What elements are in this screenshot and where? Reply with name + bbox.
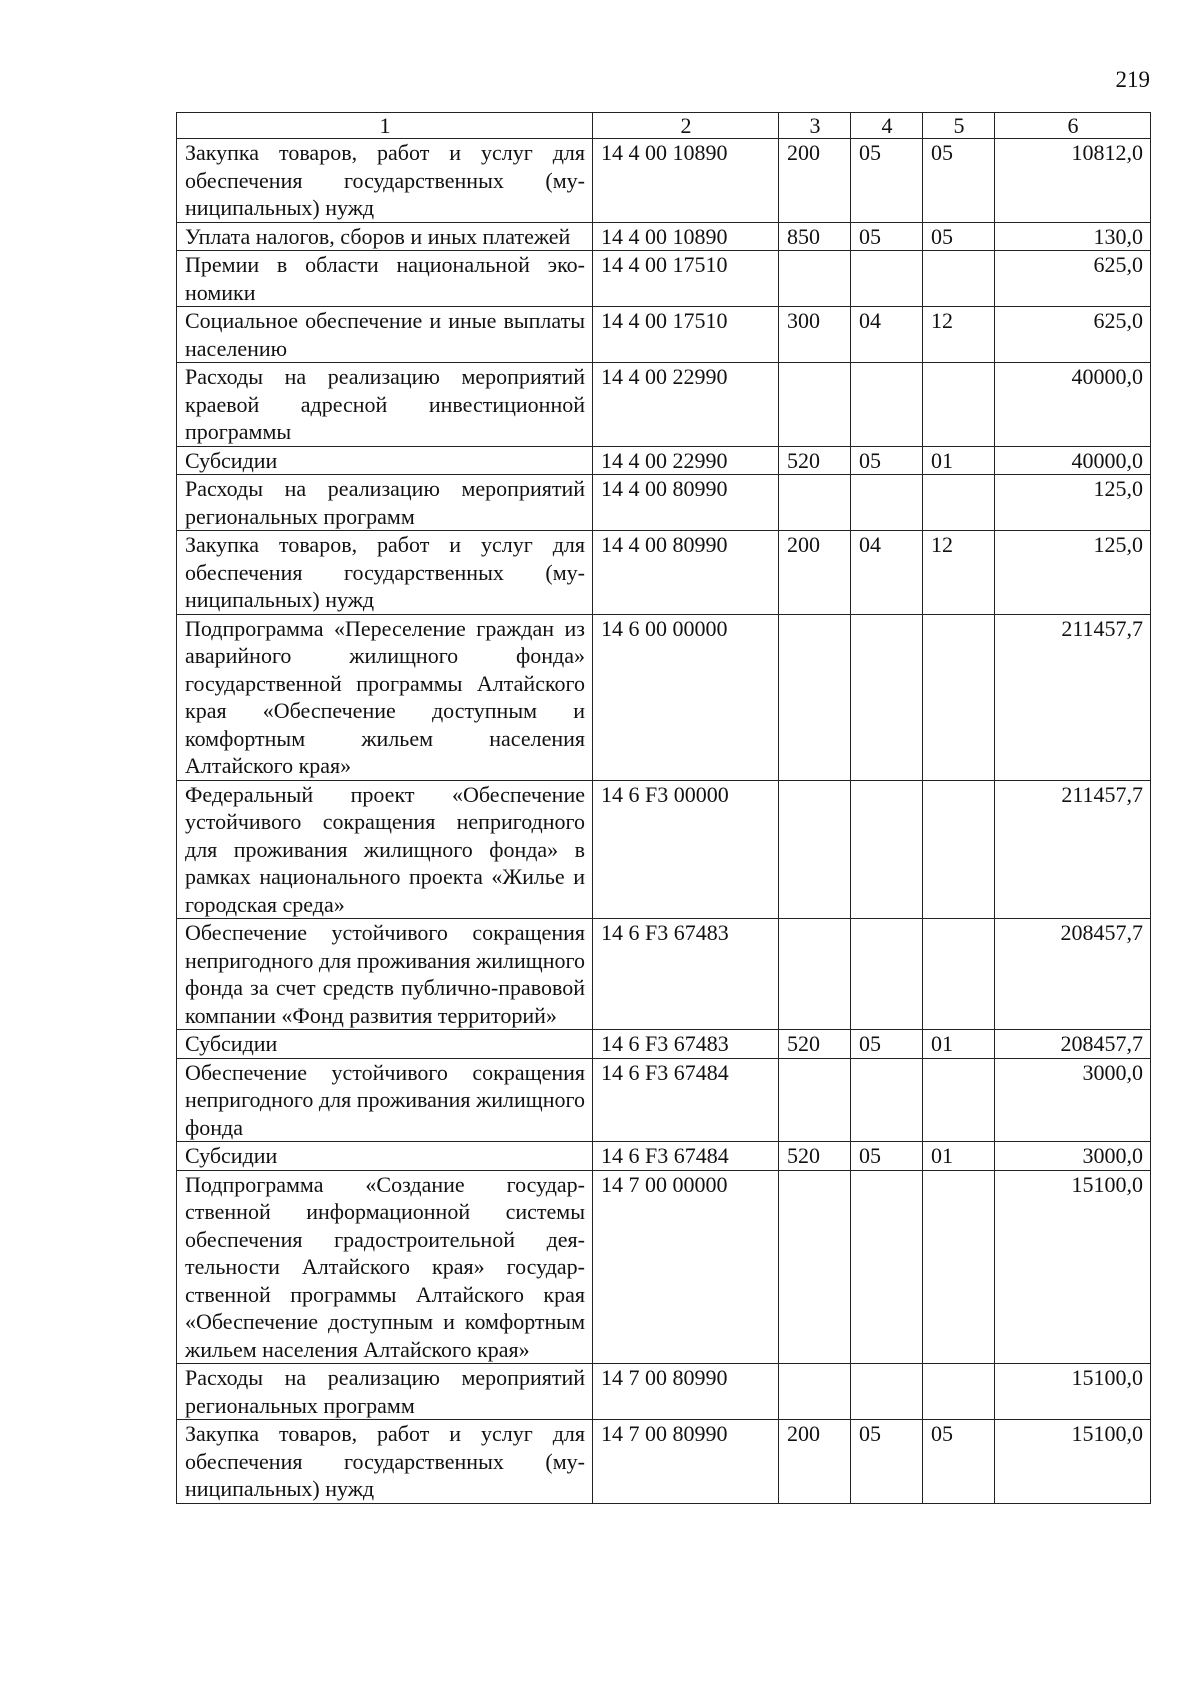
section-cell — [851, 780, 923, 919]
subsection-cell — [923, 251, 995, 307]
section-cell — [851, 475, 923, 531]
table-body — [177, 139, 1151, 1504]
classification-code-cell: 14 4 00 80990 — [593, 531, 779, 615]
classification-code-cell: 14 4 00 10890 — [593, 222, 779, 251]
classification-code-cell: 14 4 00 80990 — [593, 475, 779, 531]
section-cell: 05 — [851, 446, 923, 475]
expense-type-cell: 850 — [779, 222, 851, 251]
classification-code-cell: 14 4 00 10890 — [593, 139, 779, 223]
amount-cell: 15100,0 — [995, 1420, 1151, 1504]
table-row — [177, 1364, 1151, 1420]
expense-type-cell — [779, 919, 851, 1030]
table-row — [177, 251, 1151, 307]
section-cell: 05 — [851, 139, 923, 223]
table-header-row — [177, 113, 1151, 139]
section-cell: 04 — [851, 307, 923, 363]
subsection-cell — [923, 919, 995, 1030]
table-row — [177, 222, 1151, 251]
amount-cell: 211457,7 — [995, 614, 1151, 780]
classification-code-cell: 14 4 00 17510 — [593, 307, 779, 363]
column-header: 4 — [851, 113, 923, 139]
classification-code-cell: 14 4 00 22990 — [593, 446, 779, 475]
expense-type-cell — [779, 614, 851, 780]
classification-code-cell: 14 4 00 17510 — [593, 251, 779, 307]
amount-cell: 211457,7 — [995, 780, 1151, 919]
section-cell: 05 — [851, 222, 923, 251]
item-name-cell: Закупка товаров, работ и услуг для обеспечения государственных (муниципальных) нужд — [177, 531, 593, 615]
table-row — [177, 614, 1151, 780]
amount-cell: 10812,0 — [995, 139, 1151, 223]
column-header: 2 — [593, 113, 779, 139]
item-name-cell: Субсидии — [177, 446, 593, 475]
expense-type-cell — [779, 475, 851, 531]
expense-type-cell: 300 — [779, 307, 851, 363]
classification-code-cell: 14 6 F3 67484 — [593, 1058, 779, 1142]
table-row — [177, 531, 1151, 615]
amount-cell: 208457,7 — [995, 919, 1151, 1030]
subsection-cell: 12 — [923, 531, 995, 615]
expense-type-cell — [779, 1364, 851, 1420]
section-cell: 05 — [851, 1420, 923, 1504]
expense-type-cell: 520 — [779, 1142, 851, 1171]
classification-code-cell: 14 6 F3 67483 — [593, 1030, 779, 1059]
subsection-cell: 05 — [923, 139, 995, 223]
table-row — [177, 919, 1151, 1030]
table-row — [177, 139, 1151, 223]
subsection-cell: 12 — [923, 307, 995, 363]
amount-cell: 125,0 — [995, 475, 1151, 531]
item-name-cell: Подпрограмма «Переселение граждан из аварийного жилищного фонда» государственной программы Алтайского края «Обеспечение доступным и комфортным жильем населения Алтайского края» — [177, 614, 593, 780]
section-cell — [851, 251, 923, 307]
section-cell: 04 — [851, 531, 923, 615]
page-number: 219 — [1115, 67, 1150, 92]
expense-type-cell — [779, 1170, 851, 1364]
classification-code-cell: 14 4 00 22990 — [593, 363, 779, 447]
table-row — [177, 475, 1151, 531]
section-cell — [851, 614, 923, 780]
item-name-cell: Расходы на реализацию мероприятий региональных программ — [177, 1364, 593, 1420]
table-row — [177, 1058, 1151, 1142]
item-name-cell: Обеспечение устойчивого сокращения непригодного для проживания жилищного фонда за счет средств публично-правовой компании «Фонд развития территорий» — [177, 919, 593, 1030]
expense-type-cell: 520 — [779, 1030, 851, 1059]
item-name-cell: Премии в области национальной экономики — [177, 251, 593, 307]
subsection-cell: 05 — [923, 222, 995, 251]
expense-type-cell — [779, 251, 851, 307]
amount-cell: 3000,0 — [995, 1142, 1151, 1171]
item-name-cell: Подпрограмма «Создание государственной информационной системы обеспечения градостроительной деятельности Алтайского края» государственной программы Алтайского края «Обеспечение доступным и комфортным жильем населения Алтайского края» — [177, 1170, 593, 1364]
amount-cell: 40000,0 — [995, 446, 1151, 475]
item-name-cell: Субсидии — [177, 1142, 593, 1171]
table-row — [177, 780, 1151, 919]
subsection-cell — [923, 1170, 995, 1364]
item-name-cell: Расходы на реализацию мероприятий краевой адресной инвестиционной программы — [177, 363, 593, 447]
table-row — [177, 1142, 1151, 1171]
subsection-cell: 01 — [923, 1030, 995, 1059]
section-cell: 05 — [851, 1142, 923, 1171]
expense-type-cell: 200 — [779, 531, 851, 615]
subsection-cell: 01 — [923, 1142, 995, 1171]
section-cell: 05 — [851, 1030, 923, 1059]
table-row — [177, 363, 1151, 447]
column-header: 5 — [923, 113, 995, 139]
amount-cell: 625,0 — [995, 251, 1151, 307]
expense-type-cell — [779, 363, 851, 447]
table-row — [177, 1030, 1151, 1059]
section-cell — [851, 1170, 923, 1364]
amount-cell: 130,0 — [995, 222, 1151, 251]
budget-table — [176, 112, 1151, 1504]
item-name-cell: Социальное обеспечение и иные выплаты населению — [177, 307, 593, 363]
amount-cell: 125,0 — [995, 531, 1151, 615]
item-name-cell: Закупка товаров, работ и услуг для обеспечения государственных (муниципальных) нужд — [177, 1420, 593, 1504]
classification-code-cell: 14 7 00 00000 — [593, 1170, 779, 1364]
subsection-cell: 05 — [923, 1420, 995, 1504]
subsection-cell: 01 — [923, 446, 995, 475]
amount-cell: 40000,0 — [995, 363, 1151, 447]
classification-code-cell: 14 6 F3 67484 — [593, 1142, 779, 1171]
section-cell — [851, 919, 923, 1030]
expense-type-cell: 200 — [779, 1420, 851, 1504]
item-name-cell: Федеральный проект «Обеспечение устойчивого сокращения непригодного для проживания жилищного фонда» в рамках национального проекта «Жилье и городская среда» — [177, 780, 593, 919]
amount-cell: 15100,0 — [995, 1364, 1151, 1420]
amount-cell: 15100,0 — [995, 1170, 1151, 1364]
column-header: 3 — [779, 113, 851, 139]
classification-code-cell: 14 6 F3 67483 — [593, 919, 779, 1030]
classification-code-cell: 14 6 00 00000 — [593, 614, 779, 780]
expense-type-cell — [779, 1058, 851, 1142]
amount-cell: 208457,7 — [995, 1030, 1151, 1059]
item-name-cell: Расходы на реализацию мероприятий региональных программ — [177, 475, 593, 531]
column-header: 6 — [995, 113, 1151, 139]
table-row — [177, 307, 1151, 363]
table-row — [177, 1420, 1151, 1504]
amount-cell: 625,0 — [995, 307, 1151, 363]
item-name-cell: Обеспечение устойчивого сокращения непригодного для проживания жилищного фонда — [177, 1058, 593, 1142]
item-name-cell: Закупка товаров, работ и услуг для обеспечения государственных (муниципальных) нужд — [177, 139, 593, 223]
subsection-cell — [923, 614, 995, 780]
subsection-cell — [923, 1364, 995, 1420]
section-cell — [851, 1364, 923, 1420]
table-row — [177, 1170, 1151, 1364]
table-row — [177, 446, 1151, 475]
subsection-cell — [923, 1058, 995, 1142]
section-cell — [851, 363, 923, 447]
expense-type-cell — [779, 780, 851, 919]
subsection-cell — [923, 780, 995, 919]
classification-code-cell: 14 7 00 80990 — [593, 1420, 779, 1504]
expense-type-cell: 200 — [779, 139, 851, 223]
column-header: 1 — [177, 113, 593, 139]
subsection-cell — [923, 475, 995, 531]
classification-code-cell: 14 6 F3 00000 — [593, 780, 779, 919]
item-name-cell: Уплата налогов, сборов и иных платежей — [177, 222, 593, 251]
expense-type-cell: 520 — [779, 446, 851, 475]
classification-code-cell: 14 7 00 80990 — [593, 1364, 779, 1420]
item-name-cell: Субсидии — [177, 1030, 593, 1059]
section-cell — [851, 1058, 923, 1142]
subsection-cell — [923, 363, 995, 447]
amount-cell: 3000,0 — [995, 1058, 1151, 1142]
